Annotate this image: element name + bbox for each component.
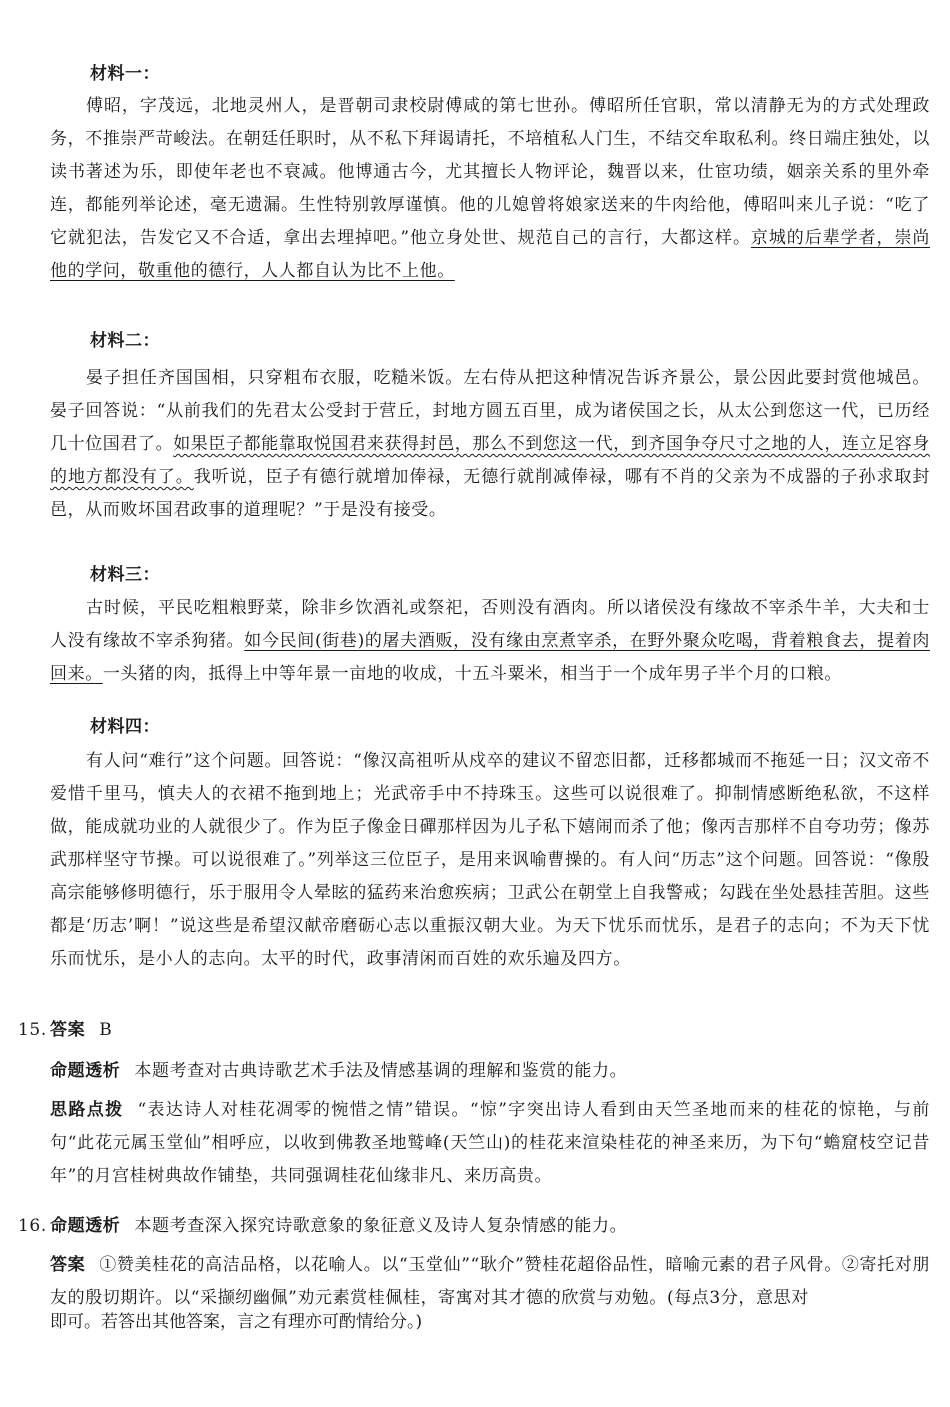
q15-answer-value: B xyxy=(99,1020,113,1040)
q16-analysis-text: 本题考查深入探究诗歌意象的象征意义及诗人复杂情感的能力。 xyxy=(134,1216,628,1236)
q16-answer xyxy=(50,1249,930,1315)
q16-analysis-row xyxy=(18,1210,930,1243)
q16-analysis-label: 命题透析 xyxy=(50,1216,121,1236)
q15-hint-label: 思路点拨 xyxy=(50,1100,124,1120)
material2-text-b: 我听说，臣子有德行就增加俸禄，无德行就削减俸禄，哪有不肖的父亲为不成器的子孙求取封邑，从而败坏国君政事的道理呢？”于是没有接受。 xyxy=(50,467,930,520)
material3-text-a: 古时候，平民吃粗粮野菜，除非乡饮酒礼或祭祀，否则没有酒肉。所以诸侯没有缘故不宰杀牛羊，大夫和士人没有缘故不宰杀狗猪。 xyxy=(50,598,930,651)
material1-paragraph xyxy=(50,90,930,288)
q15-answer-row xyxy=(18,1014,930,1047)
material1-text: 傅昭，字茂远，北地灵州人，是晋朝司隶校尉傅咸的第七世孙。傅昭所任官职，常以清静无为的方式处理政务，不推崇严苛峻法。在朝廷任职时，从不私下拜谒请托，不培植私人门生，不结交牟取私利。终日端庄独处，以读书著述为乐，即使年老也不衰减。他博通古今，尤其擅长人物评论，魏晋以来，仕宦功绩，姻亲关系的里外牵连，都能列举论述，毫无遗漏。生性特别敦厚谨慎。他的儿媳曾将娘家送来的牛肉给他，傅昭叫来儿子说：“吃了它就犯法，告发它又不合适，拿出去埋掉吧。”他立身处世、规范自己的言行，大都这样。 xyxy=(50,96,930,248)
q16-cutoff-line xyxy=(50,1312,650,1339)
material2-text-a: 晏子担任齐国国相，只穿粗布衣服，吃糙米饭。左右侍从把这种情况告诉齐景公，景公因此要封赏他城邑。晏子回答说：“从前我们的先君太公受封于营丘，封地方圆五百里，成为诸侯国之长，从太公到您这一代，已历经几十位国君了。 xyxy=(50,368,930,454)
material3-text-b: 一头猪的肉，抵得上中等年景一亩地的收成，十五斗粟米，相当于一个成年男子半个月的口粮。 xyxy=(102,664,843,684)
q15-hint-text: “表达诗人对桂花凋零的惋惜之情”错误。“惊”字突出诗人看到由天竺圣地而来的桂花的惊艳，与前句“此花元属玉堂仙”相呼应，以收到佛教圣地鹫峰(天竺山)的桂花来渲染桂花的神圣来历，为下句“蟾窟枝空记昔年”的月宫桂树典故作铺垫，共同强调桂花仙缘非凡、来历高贵。 xyxy=(50,1100,930,1186)
material4-paragraph: 有人问“难行”这个问题。回答说：“像汉高祖听从戍卒的建议不留恋旧都，迁移都城而不拖延一日；汉文帝不爱惜千里马，慎夫人的衣裙不拖到地上；光武帝手中不持珠玉。这些可以说很难了。抑制情感断绝私欲，不这样做，能成就功业的人就很少了。作为臣子像金日磾那样因为儿子私下嬉闹而杀了他；像丙吉那样不自夸功劳；像苏武那样坚守节操。可以说很难了。”列举这三位臣子，是用来讽喻曹操的。有人问“历志”这个问题。回答说：“像殷高宗能够修明德行，乐于服用令人晕眩的猛药来治愈疾病；卫武公在朝堂上自我警戒；勾践在坐处悬挂苦胆。这些都是‘历志’啊！”说这些是希望汉献帝磨砺心志以重振汉朝大业。为天下忧乐而忧乐，是君子的志向；不为天下忧乐而忧乐，是小人的志向。太平的时代，政事清闲而百姓的欢乐遍及四方。 xyxy=(50,751,930,969)
q15-answer-label: 答案 xyxy=(50,1020,86,1040)
q16-answer-label: 答案 xyxy=(50,1255,86,1275)
q16-number: 16. xyxy=(18,1216,47,1236)
q15-number: 15. xyxy=(18,1020,47,1040)
q15-hint xyxy=(50,1094,930,1193)
q16-answer-text: ①赞美桂花的高洁品格，以花喻人。以“玉堂仙”“耿介”赞桂花超俗品性，暗喻元素的君子风骨。②寄托对朋友的殷切期许。以“采撷纫幽佩”劝元素赏桂佩桂，寄寓对其才德的欣赏与劝勉。(每点3分，意思对 xyxy=(50,1255,931,1308)
material3-paragraph xyxy=(50,592,930,691)
material4-heading: 材料四： xyxy=(90,717,160,737)
q16-cutoff-text: 即可。若答出其他答案，言之有理亦可酌情给分。) xyxy=(50,1312,423,1332)
q15-analysis-label: 命题透析 xyxy=(50,1061,121,1081)
material1-underlined-text: 京城的后辈学者，崇尚他的学问，敬重他的德行，人人都自认为比不上他。 xyxy=(50,228,930,281)
material2-paragraph xyxy=(50,362,930,527)
material1-heading: 材料一： xyxy=(90,64,160,84)
material3-heading: 材料三： xyxy=(90,565,160,585)
material3-underlined-text: 如今民间(街巷)的屠夫酒贩，没有缘由烹煮宰杀，在野外聚众吃喝，背着粮食去，提着肉回来。 xyxy=(50,631,930,684)
q15-analysis-text: 本题考查对古典诗歌艺术手法及情感基调的理解和鉴赏的能力。 xyxy=(134,1061,628,1081)
material2-heading: 材料二： xyxy=(90,331,160,351)
q15-analysis xyxy=(50,1055,930,1088)
material2-wavy-text: 如果臣子都能靠取悦国君来获得封邑，那么不到您这一代，到齐国争夺尺寸之地的人，连立足容身的地方都没有了。 xyxy=(50,434,931,487)
